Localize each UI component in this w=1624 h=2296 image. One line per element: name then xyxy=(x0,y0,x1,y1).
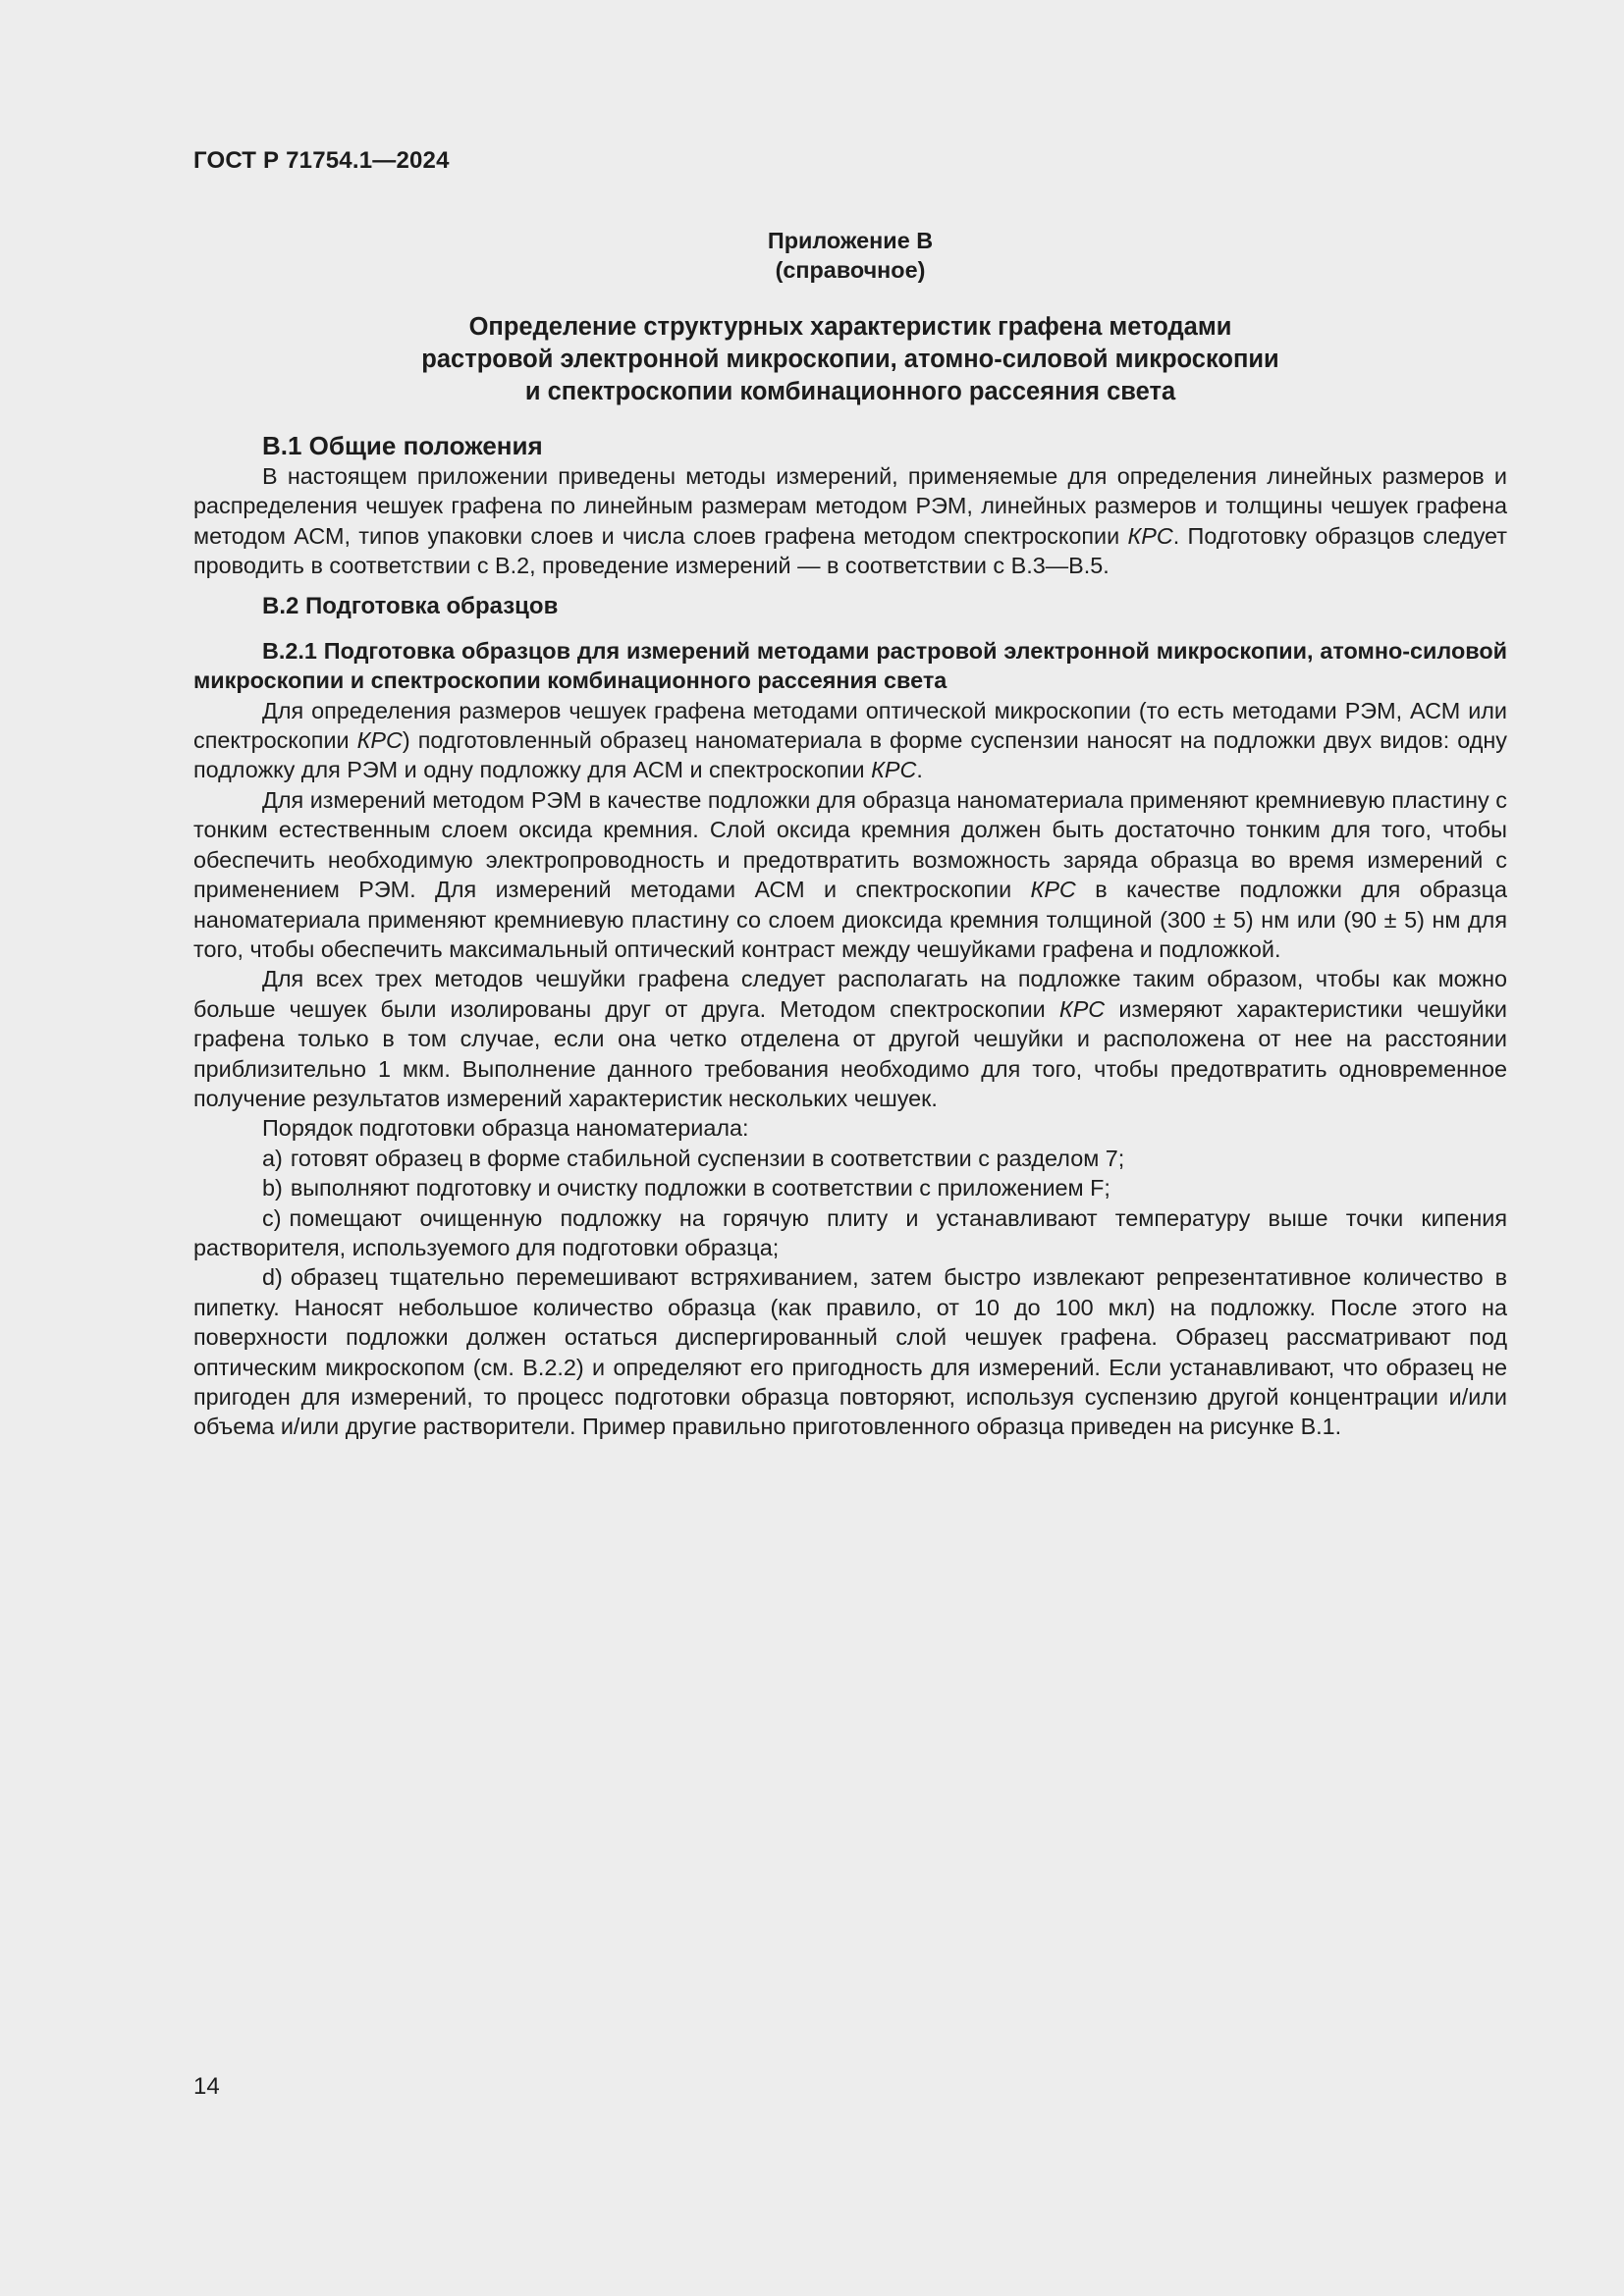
page-number: 14 xyxy=(193,2073,220,2100)
page-content xyxy=(193,226,1507,1442)
list-marker: b) xyxy=(262,1175,283,1201)
subsection-heading-b21: В.2.1 Подготовка образцов для измерений методами растровой электронной микроскопии, атомно-силовой микроскопии и спектроскопии комбинационного рассеяния света xyxy=(193,637,1507,694)
text-run: . Подготовку образцов следует проводить в соответствии с В.2, проведение измерений — в соответствии с В.3—В.5. xyxy=(193,522,1507,579)
appendix-title xyxy=(193,311,1507,408)
paragraph-b1 xyxy=(193,461,1507,581)
appendix-type: (справочное) xyxy=(775,257,926,284)
paragraph: Порядок подготовки образца наноматериала: xyxy=(262,1115,749,1142)
italic-term: КРС xyxy=(1030,877,1076,903)
text-run: ) подготовленный образец наноматериала в форме суспензии наносят на подложки двух видов: одну подложку для РЭМ и одну подложку для АСМ и спектроскопии xyxy=(193,727,1507,783)
text-run: В настоящем приложении приведены методы измерений, применяемые для определения линейных размеров и распределения чешуек графена по линейным размерам методом РЭМ, линейных размеров и толщины чешуек графена методом АСМ, типов упаковки слоев и числа слоев графена методом спектроскопии xyxy=(193,462,1507,549)
list-item xyxy=(193,1203,1507,1263)
paragraph xyxy=(193,964,1507,1113)
list-item-text: образец тщательно перемешивают встряхиванием, затем быстро извлекают репрезентативное количество в пипетку. Наносят небольшое количество образца (как правило, от 10 до 100 мкл) на подложку. После этого на поверхности подложки должен остаться диспергированный слой чешуек графена. Образец рассматривают под оптическим микроскопом (см. В.2.2) и определяют его пригодность для измерений. Если устанавливают, что образец не пригоден для измерений, то процесс подготовки образца повторяют, используя суспензию другой концентрации и/или объема и/или другие растворители. Пример правильно приготовленного образца приведен на рисунке В.1. xyxy=(193,1264,1507,1440)
list-marker: a) xyxy=(262,1145,283,1171)
list-item-text: готовят образец в форме стабильной суспензии в соответствии с разделом 7; xyxy=(290,1145,1125,1171)
italic-term: КРС xyxy=(871,757,917,783)
paragraph xyxy=(193,785,1507,964)
list-item-text: выполняют подготовку и очистку подложки в соответствии с приложением F; xyxy=(290,1175,1110,1201)
list-item-text: помещают очищенную подложку на горячую плиту и устанавливают температуру выше точки кипения растворителя, используемого для подготовки образца; xyxy=(193,1204,1507,1260)
list-item xyxy=(193,1173,1507,1202)
list-marker: c) xyxy=(262,1204,282,1231)
list-item xyxy=(193,1262,1507,1441)
appendix-label: Приложение В xyxy=(767,228,934,253)
list-marker: d) xyxy=(262,1264,283,1291)
section-heading-b1: В.1 Общие положения xyxy=(262,430,543,460)
text-run: Для определения размеров чешуек графена методами оптической микроскопии (то есть методами РЭМ, АСМ или спектроскопии xyxy=(193,697,1507,754)
text-run: Для всех трех методов чешуйки графена следует располагать на подложке таким образом, чтобы как можно больше чешуек были изолированы друг от друга. Методом спектроскопии xyxy=(193,966,1507,1022)
italic-term: КРС xyxy=(1127,522,1173,549)
text-run: Для измерений методом РЭМ в качестве подложки для образца наноматериала применяют кремниевую пластину с тонким естественным слоем оксида кремния. Слой оксида кремния должен быть достаточно тонким для того, чтобы обеспечить необходимую электропроводность и предотвратить возможность заряда образца во время измерений с применением РЭМ. Для измерений методами АСМ и спектроскопии xyxy=(193,786,1507,903)
text-run: . xyxy=(916,757,923,783)
italic-term: КРС xyxy=(356,727,403,754)
section-heading-b2: В.2 Подготовка образцов xyxy=(262,593,559,620)
list-item xyxy=(193,1144,1507,1173)
text-run: в качестве подложки для образца наноматериала применяют кремниевую пластину со слоем диоксида кремния толщиной (300 ± 5) нм или (90 ± 5) нм для того, чтобы обеспечить максимальный оптический контраст между чешуйками графена и подложкой. xyxy=(193,877,1507,962)
text-run: измеряют характеристики чешуйки графена только в том случае, если она четко отделена от другой чешуйки и расположена от нее на расстоянии приблизительно 1 мкм. Выполнение данного требования необходимо для того, чтобы предотвратить одновременное получение результатов измерений характеристик нескольких чешуек. xyxy=(193,995,1507,1111)
paragraph xyxy=(193,696,1507,785)
appendix-title-line: растровой электронной микроскопии, атомно-силовой микроскопии xyxy=(421,345,1279,373)
document-header: ГОСТ Р 71754.1—2024 xyxy=(193,147,450,174)
appendix-title-line: Определение структурных характеристик графена методами xyxy=(468,312,1232,341)
italic-term: КРС xyxy=(1058,995,1106,1022)
appendix-title-line: и спектроскопии комбинационного рассеяния света xyxy=(524,377,1176,405)
